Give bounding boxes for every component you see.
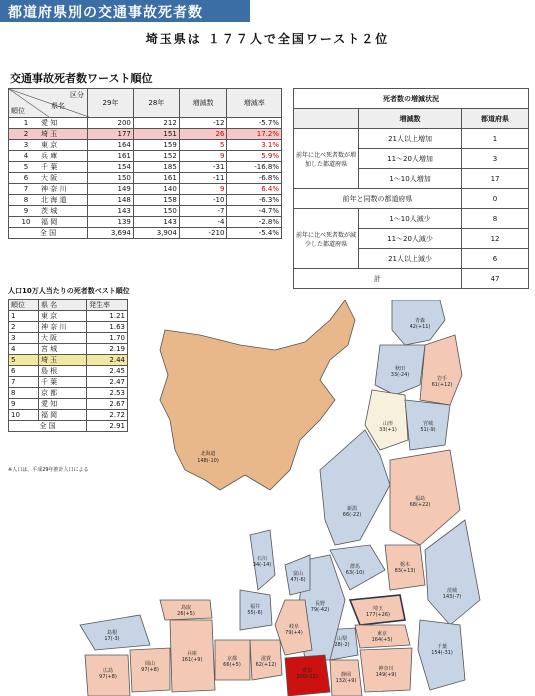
population-note: ※人口は、平成29年推計人口による xyxy=(8,467,89,473)
worst-table-body xyxy=(9,118,282,228)
change-total-label: 計 xyxy=(294,269,462,289)
map-label-hokkaido: 北海道 148(-10) xyxy=(197,451,219,464)
rate-table-title: 人口10万人当たりの死者数ベスト順位 xyxy=(8,287,130,295)
map-label-fukushima: 福島 68(+22) xyxy=(409,496,431,508)
page-subtitle: 埼玉県は １７７人で全国ワースト２位 xyxy=(145,32,390,46)
table-total-row: 全 国 3,694 3,904 -210 -5.4% xyxy=(9,228,282,239)
map-label-fukui: 福井 55(-6) xyxy=(247,604,263,616)
worst-ranking-table xyxy=(8,88,282,239)
map-label-okayama: 岡山 97(+8) xyxy=(141,661,159,673)
table-row: 7 千 葉 2.47 xyxy=(9,377,128,388)
col-header: 28年 xyxy=(133,89,179,118)
map-label-miyagi: 宮城 51(-9) xyxy=(420,421,436,433)
table-row: 4 兵 庫 161 152 9 5.9% xyxy=(9,151,282,162)
col-header: 増減数 xyxy=(179,89,227,118)
map-label-kyoto: 京都 66(+5) xyxy=(223,656,241,668)
map-label-yamagata: 山形 33(+1) xyxy=(379,421,397,433)
table-row: 9 茨 城 143 150 -7 -4.7% xyxy=(9,206,282,217)
map-label-niigata: 新潟 66(-22) xyxy=(342,506,362,518)
table-row: 9 愛 知 2.67 xyxy=(9,399,128,410)
map-label-tochigi: 栃木 83(+13) xyxy=(394,562,416,574)
table-row: 10 福 岡 2.72 xyxy=(9,410,128,421)
table-total-row: 全 国 2.91 xyxy=(9,421,128,432)
table-row: 10 福 岡 139 143 -4 -2.8% xyxy=(9,217,282,228)
map-label-aomori: 青森 42(+11) xyxy=(409,318,431,330)
map-label-ishikawa: 石川 34(-14) xyxy=(252,556,272,568)
map-label-nagano: 長野 79(-42) xyxy=(310,601,330,613)
map-label-shimane: 島根 17(-3) xyxy=(104,630,120,642)
map-label-shiga: 滋賀 62(+12) xyxy=(255,656,277,668)
table-corner: 区分 県名 順位 xyxy=(9,89,88,118)
map-region-hokkaido xyxy=(160,300,355,490)
table-row: 8 京 都 2.53 xyxy=(9,388,128,399)
table-row: 8 北 海 道 148 158 -10 -6.3% xyxy=(9,195,282,206)
group-increase: 前年に比べ死者数が増加した都道府県 xyxy=(294,129,359,189)
table-row: 5 埼 玉 2.44 xyxy=(9,355,128,366)
map-region-iwate xyxy=(420,335,462,405)
map-label-yamanashi: 山梨 28(-2) xyxy=(334,636,350,648)
table-row: 4 宮 城 2.19 xyxy=(9,344,128,355)
map-region-ibaraki xyxy=(425,520,480,625)
table-row: 6 大 阪 150 161 -11 -6.8% xyxy=(9,173,282,184)
col-header: 増減率 xyxy=(227,89,282,118)
rate-ranking-table xyxy=(8,299,128,432)
rate-table-body xyxy=(9,311,128,421)
col-header: 増減数 xyxy=(359,109,462,129)
map-label-tokyo: 東京 164(+5) xyxy=(371,631,393,643)
title-banner xyxy=(0,0,250,22)
col-header: 都道府県 xyxy=(462,109,529,129)
table-row: 6 島 根 2.45 xyxy=(9,366,128,377)
map-label-aichi: 愛知 200(-12) xyxy=(296,668,318,680)
change-table-title: 死者数の増減状況 xyxy=(294,89,529,109)
map-label-kanagawa: 神奈川 149(+9) xyxy=(375,666,397,678)
map-label-tottori: 鳥取 26(+5) xyxy=(177,605,195,617)
map-label-iwate: 岩手 61(+12) xyxy=(431,376,453,388)
map-label-akita: 秋田 33(-24) xyxy=(390,366,410,378)
table-row: 3 東 京 164 159 5 3.1% xyxy=(9,140,282,151)
map-label-saitama: 埼玉 177(+26) xyxy=(366,606,390,618)
map-label-hyogo: 兵庫 161(+9) xyxy=(181,651,203,663)
map-label-toyama: 富山 47(-6) xyxy=(290,571,306,583)
col-header: 発生率 xyxy=(86,300,127,311)
map-label-ibaraki: 茨城 143(-7) xyxy=(442,588,462,600)
table-row: 5 千 葉 154 185 -31 -16.8% xyxy=(9,162,282,173)
banner-title: 都道府県別の交通事故死者数 xyxy=(8,5,203,21)
col-header: 29年 xyxy=(88,89,134,118)
map-label-shizuoka: 静岡 132(+9) xyxy=(335,672,357,684)
table-row: 3 大 阪 1.70 xyxy=(9,333,128,344)
table-row: 7 神 奈 川 149 140 9 6.4% xyxy=(9,184,282,195)
map-label-chiba: 千葉 154(-31) xyxy=(431,644,453,656)
worst-table-title: 交通事故死者数ワースト順位 xyxy=(10,72,153,85)
change-status-table: 死者数の増減状況 増減数 都道府県 前年に比べ死者数が増加した都道府県 21人以上増加 1 11〜20人増加 3 1〜10人増加 17 前年と同数の都道府県 0 前年に比べ死者数が減少した都道府県 1〜10人減少 8 11〜20人減少 12 21人以上減少 6 計 47 xyxy=(293,88,529,289)
same-row: 前年と同数の都道府県 xyxy=(294,189,462,209)
col-header: 順位 xyxy=(9,300,39,311)
col-header: 県 名 xyxy=(38,300,86,311)
map-label-gifu: 岐阜 79(+4) xyxy=(285,624,303,636)
map-label-hiroshima: 広島 97(+8) xyxy=(99,668,117,680)
group-decrease: 前年に比べ死者数が減少した都道府県 xyxy=(294,209,359,269)
map-label-gunma: 群馬 63(-10) xyxy=(345,564,365,576)
table-row: 1 愛 知 200 212 -12 -5.7% xyxy=(9,118,282,129)
table-row: 2 神 奈 川 1.63 xyxy=(9,322,128,333)
table-row: 1 東 京 1.21 xyxy=(9,311,128,322)
table-row: 2 埼 玉 177 151 26 17.2% xyxy=(9,129,282,140)
